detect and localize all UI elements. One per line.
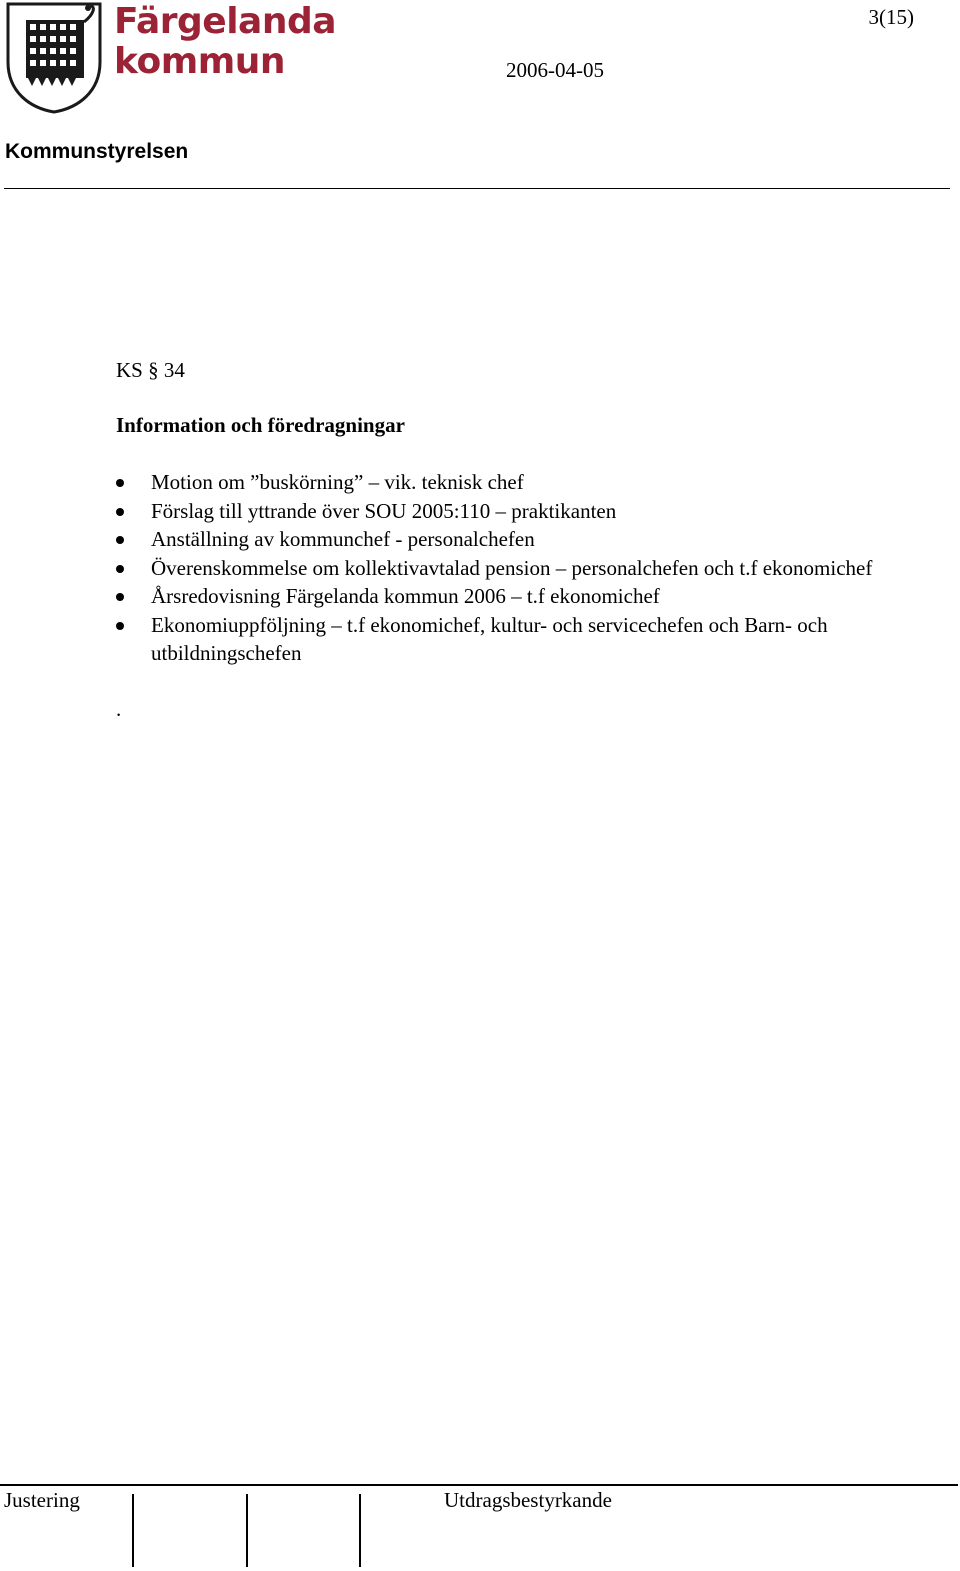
list-item	[116, 468, 926, 497]
footer-divider	[0, 1484, 958, 1486]
signature-line	[132, 1494, 134, 1567]
committee-name: Kommunstyrelsen	[5, 140, 189, 163]
section-number: KS § 34	[116, 358, 185, 382]
bullet-icon	[116, 479, 124, 487]
list-item-text: Motion om ”buskörning” – vik. teknisk chef	[151, 470, 524, 494]
list-item	[116, 497, 926, 526]
municipal-coat-of-arms-icon	[4, 0, 104, 114]
municipality-logo	[4, 0, 337, 114]
signature-line	[246, 1494, 248, 1567]
list-item-text: Överenskommelse om kollektivavtalad pension – personalchefen och t.f ekonomichef	[151, 555, 873, 580]
section-title: Information och föredragningar	[116, 413, 405, 437]
bullet-icon	[116, 622, 124, 630]
list-item-text: Förslag till yttrande över SOU 2005:110 – praktikanten	[151, 498, 617, 523]
list-item-text: Ekonomiuppföljning – t.f ekonomichef, kultur- och servicechefen och Barn- och utbildningschefen	[151, 612, 828, 665]
list-item-text: Årsredovisning Färgelanda kommun 2006 – t.f ekonomichef	[151, 584, 660, 608]
logo-line-1: Färgelanda	[114, 1, 337, 42]
agenda-list	[116, 468, 926, 668]
list-item	[116, 582, 926, 611]
list-item	[116, 554, 926, 583]
list-item	[116, 611, 926, 668]
document-date: 2006-04-05	[506, 58, 604, 82]
signature-line	[359, 1494, 361, 1567]
list-item	[116, 525, 926, 554]
justering-label: Justering	[4, 1488, 80, 1512]
logo-line-2: kommun	[114, 41, 285, 82]
utdragsbestyrkande-label: Utdragsbestyrkande	[444, 1488, 612, 1512]
header-divider	[4, 188, 950, 189]
page-number: 3(15)	[868, 5, 914, 29]
list-item-text: Anställning av kommunchef - personalchefen	[151, 527, 535, 551]
logo-wordmark	[114, 2, 336, 82]
bullet-icon	[116, 508, 124, 516]
bullet-icon	[116, 593, 124, 601]
bullet-icon	[116, 565, 124, 573]
bullet-icon	[116, 536, 124, 544]
trailing-mark: .	[116, 697, 122, 721]
